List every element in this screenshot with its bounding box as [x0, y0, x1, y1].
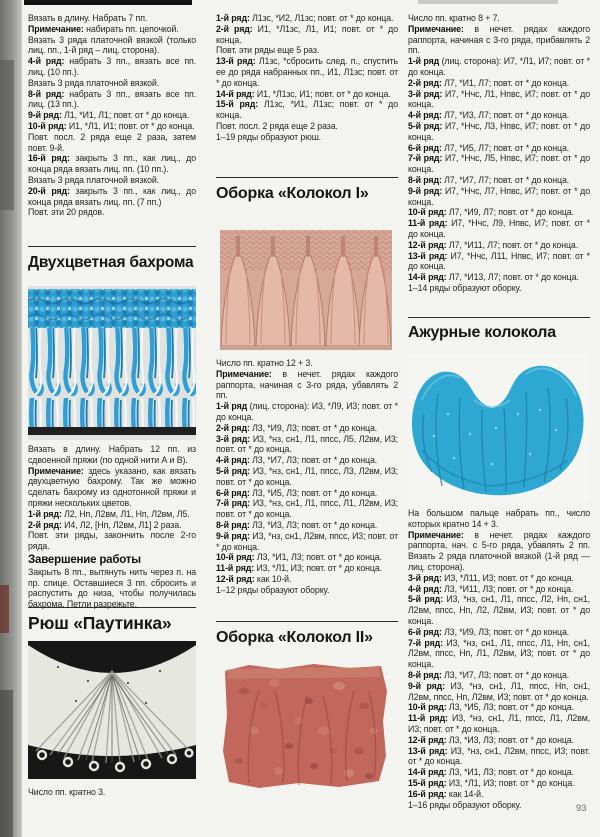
- pattern-paragraph: 20-й ряд: закрыть 3 пп., как лиц., до конца ряда вязать лиц. пп. (7 пп.): [28, 185, 196, 207]
- pattern-paragraph: 4-й ряд: Л7, *И3, Л7; повт. от * до конца.: [408, 110, 570, 121]
- pattern-paragraph: 1–14 ряды образуют оборку.: [408, 282, 522, 293]
- col2-continuation-text: [216, 13, 398, 143]
- pattern-paragraph: 8-й ряд: Л3, *И3, Л3; повт. от * до конца.: [216, 519, 378, 530]
- pattern-paragraph: 11-й ряд: И7, *Нчс, Л9, Нпвс, И7; повт. от * до конца.: [408, 218, 590, 239]
- pattern-paragraph: 1-й ряд: Л1зс, *И2, Л1зс; повт. от * до конца.: [216, 13, 394, 23]
- page-number: 93: [576, 803, 587, 814]
- pattern-paragraph: Число пп. кратно 3.: [28, 787, 106, 797]
- pattern-paragraph: Вязать 3 ряда платочной вязкой.: [28, 77, 160, 88]
- pattern-paragraph: 3-й ряд: И7, *Нчс, Л1, Нпвс, И7; повт. от * до конца.: [408, 88, 591, 110]
- pattern-paragraph: Повт. эти ряды, закончить после 2-го ряда.: [28, 530, 196, 552]
- pattern-paragraph: 16-й ряд: закрыть 3 пп., как лиц., до конца ряда вязать лиц. пп. (10 пп.).: [28, 153, 196, 175]
- pattern-paragraph: Повт. эти 20 рядов.: [28, 207, 105, 218]
- pattern-paragraph: 1–19 ряды образуют рюш.: [216, 131, 321, 142]
- col1-fringe-text: [28, 444, 196, 610]
- pattern-paragraph: 1-й ряд: Л2, Нп, Л2вм, Л1, Нп, Л2вм, Л5.: [28, 508, 190, 519]
- section-divider: [408, 317, 590, 318]
- pattern-paragraph: 6-й ряд: Л3, *И5, Л3; повт. от * до конца.: [216, 487, 378, 498]
- pattern-paragraph: 12-й ряд: Л3, *И3, Л3; повт. от * до конца.: [408, 734, 574, 745]
- pattern-paragraph: 8-й ряд: Л3, *И7, Л3; повт. от * до конца.: [408, 669, 570, 680]
- pattern-paragraph: Примечание: в нечет. рядах каждого раппорта, начиная с 3-го ряда, убавлять 2 пп.: [216, 368, 398, 401]
- pattern-paragraph: 5-й ряд: И3, *нз, сн1, Л1, ппсс, Л2, Нп, сн1, Л2вм, ппсс, Нп, Л2, Л2вм, И3; повт. от * до конца.: [408, 594, 590, 626]
- pattern-paragraph: 4-й ряд: Л3, *И11, Л3; повт. от * до конца.: [408, 583, 574, 594]
- photo-spiderweb-ruche: [28, 641, 196, 779]
- pattern-paragraph: Вязать в длину. Набрать 7 пп.: [28, 13, 148, 23]
- pattern-paragraph: 6-й ряд: Л3, *И9, Л3; повт. от * до конца.: [408, 626, 570, 637]
- pattern-paragraph: Число пп. кратно 12 + 3.: [216, 358, 313, 368]
- pattern-paragraph: 4-й ряд: Л3, *И7, Л3; повт. от * до конца.: [216, 455, 378, 466]
- pattern-paragraph: 4-й ряд: набрать 3 пп., вязать все пп. лиц. (10 пп.).: [28, 56, 197, 77]
- pattern-paragraph: 10-й ряд: Л3, *И1, Л3; повт. от * до конца.: [216, 552, 382, 563]
- pattern-paragraph: 5-й ряд: И3, *нз, сн1, Л1, ппсс, Л3, Л2вм, И3; повт. от * до конца.: [216, 465, 398, 487]
- pattern-paragraph: 2-й ряд: И4, Л2, [Нп, Л2вм, Л1] 2 раза.: [28, 519, 182, 530]
- scan-top-bar: [24, 0, 192, 5]
- pattern-paragraph: 6-й ряд: Л7, *И5, Л7; повт. от * до конца.: [408, 142, 570, 153]
- pattern-paragraph: 10-й ряд: И1, *Л1, И1; повт. от * до конца.: [28, 120, 195, 131]
- scan-blotch: [0, 585, 9, 633]
- pattern-paragraph: 1-й ряд (лиц. сторона): И3, *Л9, И3; повт. от * до конца.: [216, 401, 398, 422]
- pattern-paragraph: Примечание: в нечет. рядах каждого раппорта, нач. с 5-го ряда, убавлять 2 пп. Вязать 2 ряда платочной вязкой (1-й ряд — лиц. сторона).: [408, 529, 590, 572]
- col1-ruche-text: [28, 787, 196, 798]
- pattern-paragraph: 2-й ряд: Л3, *И9, Л3; повт. от * до конца.: [216, 422, 378, 433]
- pattern-paragraph: 7-й ряд: И3, *нз, сн1, Л1, ппсс, Л1, Нп, сн1, Л2вм, ппсс, Нп, Л1, Л2вм, И3; повт. от * до конца.: [408, 637, 590, 670]
- pattern-paragraph: 13-й ряд: И3, *нз, сн1, Л2вм, ппсс, И3; повт. от * до конца.: [408, 745, 591, 767]
- photo-two-color-fringe: [28, 286, 196, 440]
- pattern-paragraph: 12-й ряд: Л7, *И11, Л7; повт. от * до конца.: [408, 239, 579, 250]
- pattern-paragraph: 14-й ряд: И1, *Л1зс, И1; повт. от * до конца.: [216, 88, 391, 99]
- pattern-paragraph: 8-й ряд: Л7, *И7, Л7; повт. от * до конца.: [408, 174, 570, 185]
- pattern-paragraph: 13-й ряд: И7, *Нчс, Л11, Нпвс, И7; повт. от * до конца.: [408, 250, 591, 272]
- col2-bell1-text: [216, 358, 398, 596]
- pattern-paragraph: 11-й ряд: И3, *нз, сн1, Л1, ппсс, Л1, Л2вм, И3; повт. от * до конца.: [408, 713, 590, 734]
- col3-continuation-text: [408, 13, 590, 294]
- pattern-paragraph: 5-й ряд: И7, *Нчс, Л3, Нпвс, И7; повт. от * до конца.: [408, 120, 591, 142]
- pattern-paragraph: 15-й ряд: И3, *Л1, И3; повт. от * до конца.: [408, 777, 575, 788]
- pattern-paragraph: 11-й ряд: И3, *Л1, И3; повт. от * до конца.: [216, 563, 382, 574]
- pattern-paragraph: 9-й ряд: И3, *нз, сн1, Л1, ппсс, Нп, сн1, Л2вм, ппсс, Нп, Л2вм, И3; повт. от * до конца.: [408, 680, 590, 702]
- col1-continuation-text: [28, 13, 196, 218]
- pattern-paragraph: 7-й ряд: И7, *Нчс, Л5, Нпвс, И7; повт. от * до конца.: [408, 153, 591, 175]
- section-heading-lace-bells: Ажурные колокола: [408, 324, 556, 341]
- pattern-paragraph: 9-й ряд: И7, *Нчс, Л7, Нпвс, И7; повт. от * до конца.: [408, 185, 591, 207]
- pattern-paragraph: Вязать 3 ряда платочной вязкой (только лиц. пп., 1-й ряд – лиц. сторона).: [28, 34, 196, 56]
- pattern-paragraph: Повт. посл. 2 ряда еще 2 раза.: [216, 120, 338, 131]
- pattern-paragraph: Вязать в длину. Набрать 12 пп. из сдвоенной пряжи (по одной нити А и В).: [28, 444, 196, 465]
- pattern-paragraph: 2-й ряд: И1, *Л1зс, Л1, И1; повт. от * до конца.: [216, 23, 399, 45]
- section-heading-bell2: Оборка «Колокол II»: [216, 629, 373, 646]
- pattern-paragraph: На большом пальце набрать пп., число которых кратно 14 + 3.: [408, 508, 590, 529]
- pattern-paragraph: 14-й ряд: Л7, *И13, Л7; повт. от * до конца.: [408, 272, 579, 283]
- pattern-paragraph: Примечание: здесь указано, как вязать двухцветную бахрому. Так же можно сделать бахрому из однотонной пряжи и пряжи нескольких цветов.: [28, 465, 197, 508]
- pattern-paragraph: Примечание: в нечет. рядах каждого раппорта, начиная с 3-го ряда, прибавлять 2 пп.: [408, 23, 590, 56]
- subheading-finishing: Завершение работы: [28, 553, 141, 566]
- section-divider: [28, 246, 196, 247]
- pattern-paragraph: Примечание: набирать пп. цепочкой.: [28, 23, 179, 34]
- section-divider: [28, 607, 196, 608]
- pattern-paragraph: 15-й ряд: Л1зс, *И1, Л1зс; повт. от * до конца.: [216, 99, 398, 121]
- pattern-paragraph: 9-й ряд: Л1, *И1, Л1; повт. от * до конца.: [28, 110, 190, 121]
- pattern-paragraph: 3-й ряд: И3, *нз, сн1, Л1, ппсс, Л5, Л2вм, И3; повт. от * до конца.: [216, 433, 398, 455]
- pattern-paragraph: 8-й ряд: набрать 3 пп., вязать все пп. лиц. (13 пп.).: [28, 88, 197, 110]
- pattern-paragraph: 7-й ряд: И3, *нз, сн1, Л1, ппсс, Л1, Л2вм, И3; повт. от * до конца.: [216, 498, 398, 520]
- section-heading-ruche: Рюш «Паутинка»: [28, 613, 172, 633]
- scan-blotch: [0, 60, 14, 210]
- section-divider: [216, 177, 398, 178]
- photo-bell-flounce-1: [220, 230, 392, 350]
- section-divider: [216, 621, 398, 622]
- pattern-paragraph: 16-й ряд: как 14-й.: [408, 788, 484, 799]
- col3-lace-text: [408, 508, 590, 810]
- pattern-paragraph: 9-й ряд: И3, *нз, сн1, Л2вм, ппсс, И3; повт. от * до конца.: [216, 530, 399, 552]
- pattern-paragraph: Число пп. кратно 8 + 7.: [408, 13, 500, 23]
- pattern-paragraph: Закрыть 8 пп., вытянуть нить через п. на пр. спице. Оставшиеся 3 пп. сбросить и распустить до низа, чтобы получилась бахрома. Петли разрежьте.: [28, 566, 196, 610]
- pattern-paragraph: 1–12 ряды образуют оборку.: [216, 584, 330, 595]
- pattern-paragraph: 10-й ряд: Л7, *И9, Л7; повт. от * до конца.: [408, 207, 574, 218]
- pattern-paragraph: Повт. посл. 2 ряда еще 2 раза, затем повт. 9-й.: [28, 131, 196, 153]
- pattern-paragraph: 1-й ряд (лиц. сторона): И7, *Л1, И7; повт. от * до конца.: [408, 56, 590, 77]
- pattern-paragraph: 13-й ряд: Л1зс, *сбросить след. п., спустить ее до ряда набранных пп., И1, Л1зс; повт. от * до конца.: [216, 56, 398, 88]
- pattern-paragraph: 2-й ряд: Л7, *И1, Л7; повт. от * до конца.: [408, 77, 570, 88]
- pattern-paragraph: 3-й ряд: И3, *Л11, И3; повт. от * до конца.: [408, 572, 574, 583]
- photo-lace-bells: [408, 354, 588, 501]
- scan-top-bar-faint: [418, 0, 558, 4]
- pattern-paragraph: 1–16 ряды образуют оборку.: [408, 799, 522, 810]
- section-heading-fringe: Двухцветная бахрома: [28, 254, 194, 271]
- section-heading-bell1: Оборка «Колокол I»: [216, 185, 369, 202]
- pattern-paragraph: Повт. эти ряды еще 5 раз.: [216, 45, 320, 56]
- pattern-paragraph: 12-й ряд: как 10-й.: [216, 573, 292, 584]
- pattern-paragraph: Вязать 3 ряда платочной вязкой.: [28, 174, 160, 185]
- pattern-paragraph: 10-й ряд: Л3, *И5, Л3; повт. от * до конца.: [408, 702, 574, 713]
- scan-blotch: [0, 690, 13, 837]
- photo-bell-flounce-2: [219, 661, 391, 791]
- pattern-paragraph: 14-й ряд: Л3, *И1, Л3; повт. от * до конца.: [408, 767, 574, 778]
